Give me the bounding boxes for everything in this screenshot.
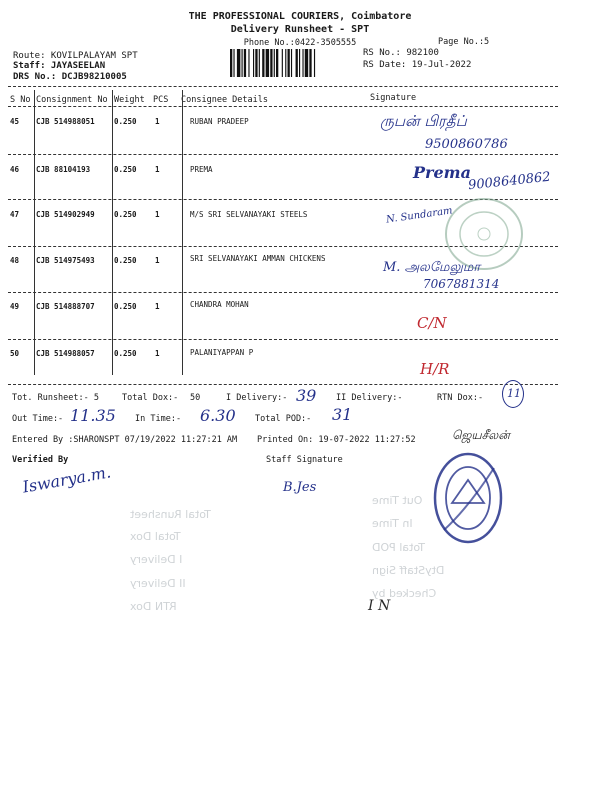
total-pod-label: Total POD:- (255, 414, 312, 424)
barcode-bar (253, 49, 254, 77)
rtn-dox-label: RTN Dox:- (437, 393, 484, 403)
route-label: Route: KOVILPALAYAM SPT (13, 51, 138, 61)
barcode (229, 49, 353, 77)
barcode-bar (255, 49, 257, 77)
row-consignee: PALANIYAPPAN P (190, 348, 254, 357)
col-header-consignment: Consignment No (36, 95, 108, 105)
ii-delivery-label: II Delivery:- (336, 393, 403, 403)
col-divider (34, 90, 35, 375)
row-consignment: CJB 88104193 (36, 165, 91, 174)
staff-tamil-signature: ஜெயசீலன் (452, 428, 510, 442)
row-consignment: CJB 514888707 (36, 302, 95, 311)
bleed-text: In Time (372, 517, 413, 530)
row-weight: 0.250 (114, 210, 137, 219)
row-consignee: SRI SELVANAYAKI AMMAN CHICKENS (190, 254, 326, 263)
row-pcs: 1 (155, 165, 160, 174)
row-pcs: 1 (155, 117, 160, 126)
row-consignee: PREMA (190, 165, 213, 174)
row-signature: Prema (413, 163, 471, 182)
bleed-text: II Delivery (130, 577, 186, 590)
col-divider (182, 90, 183, 375)
barcode-bar (248, 49, 249, 77)
row-weight: 0.250 (114, 349, 137, 358)
row-signature: ருபன் பிரதீப் (380, 112, 467, 130)
page-number: Page No.:5 (438, 37, 490, 47)
row-rule (8, 154, 558, 155)
company-name: THE PROFESSIONAL COURIERS, Coimbatore (188, 11, 412, 22)
bleed-text: I Delivery (130, 553, 183, 566)
printed-on: Printed On: 19-07-2022 11:27:52 (257, 435, 416, 445)
row-sno: 45 (10, 117, 20, 126)
bleed-text: Out Time (372, 494, 423, 507)
out-time-value: 11.35 (70, 406, 116, 425)
phone-number: Phone No.:0422-3505555 (243, 38, 357, 48)
office-seal (430, 448, 506, 548)
document-title: Delivery Runsheet - SPT (230, 24, 370, 35)
in-time-value: 6.30 (200, 406, 236, 425)
row-signature-phone: 9008640862 (467, 169, 552, 194)
barcode-bar (314, 49, 315, 77)
barcode-bar (230, 49, 232, 77)
row-consignment: CJB 514988057 (36, 349, 95, 358)
rs-number: RS No.: 982100 (363, 48, 439, 58)
rs-date: RS Date: 19-Jul-2022 (363, 60, 472, 70)
barcode-bar (244, 49, 246, 77)
row-sno: 47 (10, 210, 20, 219)
total-dox-value: 50 (190, 393, 201, 403)
barcode-bar (237, 49, 240, 77)
row-consignment: CJB 514975493 (36, 256, 95, 265)
col-divider (112, 90, 113, 375)
row-sno: 50 (10, 349, 20, 358)
total-dox-label: Total Dox:- (122, 393, 179, 403)
row-pcs: 1 (155, 256, 160, 265)
row-consignee: RUBAN PRADEEP (190, 117, 249, 126)
header-top-rule (8, 86, 558, 87)
row-signature: M. அலமேலுமா (383, 260, 481, 275)
total-runsheet: Tot. Runsheet:- 5 (12, 393, 99, 403)
barcode-bar (259, 49, 260, 77)
row-sno: 48 (10, 256, 20, 265)
col-header-weight: Weight (114, 95, 145, 105)
row-consignment: CJB 514902949 (36, 210, 95, 219)
barcode-bar (276, 49, 278, 77)
col-header-signature: Signature (370, 93, 417, 103)
row-rule (8, 384, 558, 385)
out-time-label: Out Time:- (12, 414, 64, 424)
in-time-label: In Time:- (135, 414, 182, 424)
row-consignee: CHANDRA MOHAN (190, 300, 249, 309)
entered-by: Entered By :SHARONSPT 07/19/2022 11:27:21 AM (12, 435, 238, 445)
barcode-bar (266, 49, 269, 77)
bleed-text: Total Dox (130, 530, 181, 543)
staff-label: Staff: JAYASEELAN (13, 61, 106, 71)
barcode-bar (296, 49, 298, 77)
row-weight: 0.250 (114, 117, 137, 126)
barcode-bar (242, 49, 243, 77)
barcode-bar (270, 49, 272, 77)
header-bottom-rule (8, 106, 558, 107)
row-weight: 0.250 (114, 302, 137, 311)
row-weight: 0.250 (114, 256, 137, 265)
row-weight: 0.250 (114, 165, 137, 174)
rtn-dox-circle (502, 380, 524, 408)
row-rule (8, 292, 558, 293)
row-pcs: 1 (155, 302, 160, 311)
rtn-dox-value: 11 (507, 387, 521, 400)
bleed-text: DtyStaff Sign (372, 564, 445, 577)
row-signature-phone: 7067881314 (423, 277, 500, 291)
barcode-bar (288, 49, 290, 77)
col-header-sno: S No (10, 95, 31, 105)
barcode-bar (299, 49, 300, 77)
verified-by-label: Verified By (12, 455, 69, 465)
drs-number: DRS No.: DCJB98210005 (13, 72, 127, 82)
verified-signature: Iswarya.m. (21, 462, 113, 497)
col-header-consignee: Consignee Details (181, 95, 268, 105)
barcode-image (229, 49, 353, 77)
row-signature: C/N (417, 314, 447, 332)
barcode-bar (282, 49, 283, 77)
row-consignment: CJB 514988051 (36, 117, 95, 126)
row-consignee: M/S SRI SELVANAYAKI STEELS (190, 210, 308, 219)
row-pcs: 1 (155, 210, 160, 219)
col-header-pcs: PCS (153, 95, 169, 105)
i-delivery-label: I Delivery:- (226, 393, 288, 403)
row-signature-phone: 9500860786 (425, 137, 508, 152)
barcode-bar (291, 49, 292, 77)
row-sno: 49 (10, 302, 20, 311)
bleed-text: Total Runsheet (130, 508, 211, 521)
row-pcs: 1 (155, 349, 160, 358)
bleed-note: I N (368, 598, 391, 614)
i-delivery-value: 39 (296, 386, 317, 405)
row-rule (8, 339, 558, 340)
row-signature: H/R (420, 360, 450, 378)
barcode-bar (233, 49, 234, 77)
barcode-bar (309, 49, 311, 77)
total-pod-value: 31 (332, 405, 353, 424)
row-signature: N. Sundaram (385, 205, 454, 226)
staff-signature-label: Staff Signature (266, 455, 343, 465)
bleed-text: Total POD (372, 541, 425, 554)
barcode-bar (262, 49, 264, 77)
seal-icon (430, 448, 506, 548)
barcode-bar (285, 49, 286, 77)
bleed-text: RTN Dox (130, 600, 177, 613)
bleed-text: Checked by (372, 587, 437, 600)
staff-signature: B.Jes (283, 480, 317, 495)
barcode-bar (274, 49, 275, 77)
row-sno: 46 (10, 165, 20, 174)
barcode-bar (305, 49, 308, 77)
barcode-bar (302, 49, 303, 77)
